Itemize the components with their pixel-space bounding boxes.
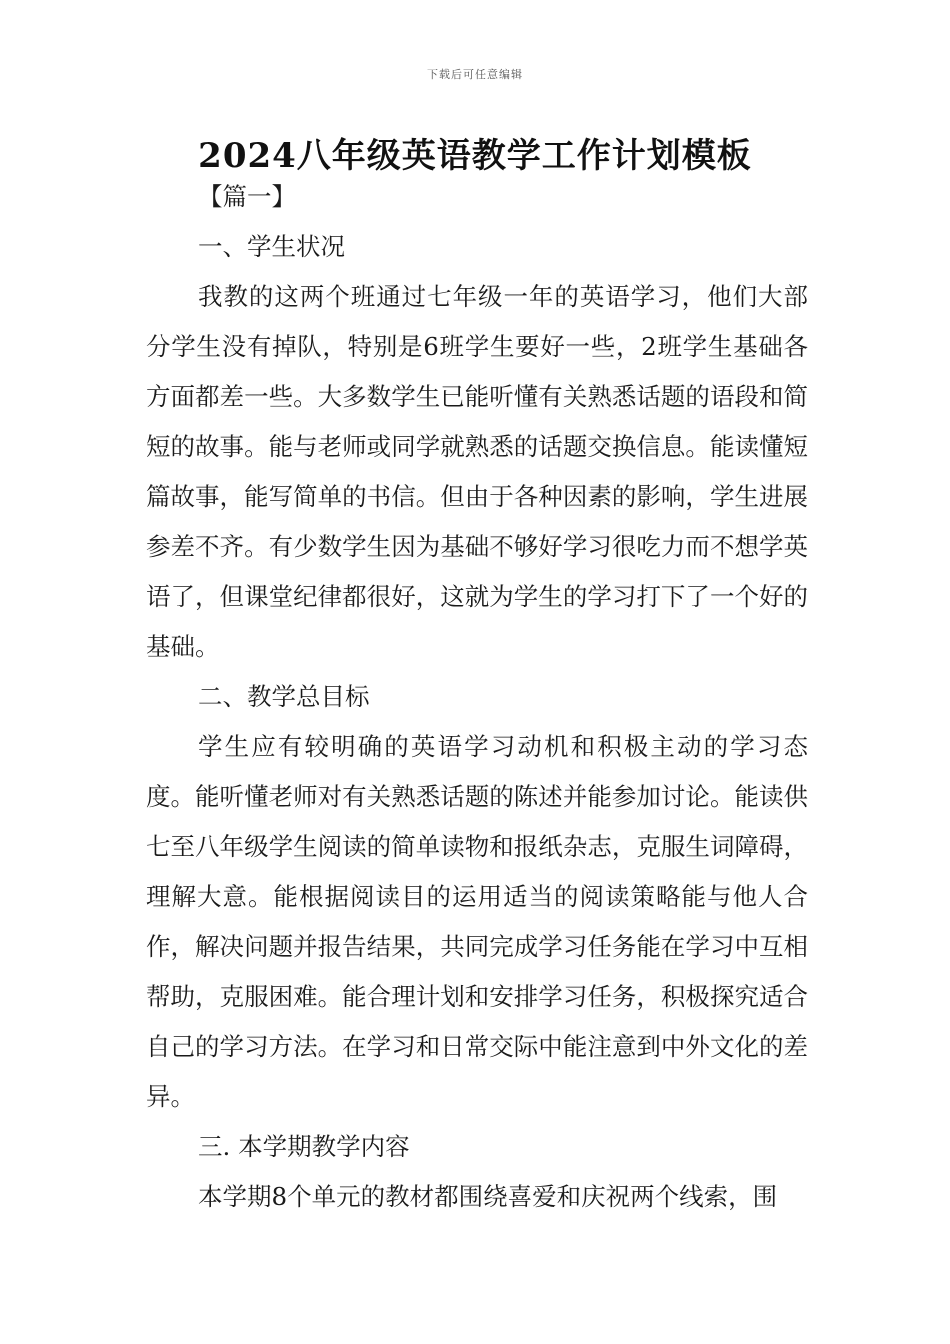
document-body xyxy=(146,172,808,1222)
section-heading-teaching-goals: 二、教学总目标 xyxy=(198,682,370,711)
section-heading-teaching-content: 三. 本学期教学内容 xyxy=(198,1132,410,1161)
section-heading-student-status: 一、学生状况 xyxy=(198,232,345,261)
document-title: 2024八年级英语教学工作计划模板 xyxy=(198,136,752,176)
header-note: 下载后可任意编辑 xyxy=(427,68,523,81)
paragraph-teaching-content: 本学期8个单元的教材都围绕喜爱和庆祝两个线索，围 xyxy=(198,1182,778,1211)
section-tag: 【篇一】 xyxy=(198,182,296,211)
paragraph-teaching-goals: 学生应有较明确的英语学习动机和积极主动的学习态度。能听懂老师对有关熟悉话题的陈述并能参加讨论。能读供七至八年级学生阅读的简单读物和报纸杂志，克服生词障碍，理解大意。能根据阅读目的运用适当的阅读策略能与他人合作，解决问题并报告结果，共同完成学习任务能在学习中互相帮助，克服困难。能合理计划和安排学习任务，积极探究适合自己的学习方法。在学习和日常交际中能注意到中外文化的差异。 xyxy=(146,732,808,1111)
paragraph-student-status: 我教的这两个班通过七年级一年的英语学习，他们大部分学生没有掉队，特别是6班学生要好一些，2班学生基础各方面都差一些。大多数学生已能听懂有关熟悉话题的语段和简短的故事。能与老师或同学就熟悉的话题交换信息。能读懂短篇故事，能写简单的书信。但由于各种因素的影响，学生进展参差不齐。有少数学生因为基础不够好学习很吃力而不想学英语了，但课堂纪律都很好，这就为学生的学习打下了一个好的基础。 xyxy=(146,282,808,661)
